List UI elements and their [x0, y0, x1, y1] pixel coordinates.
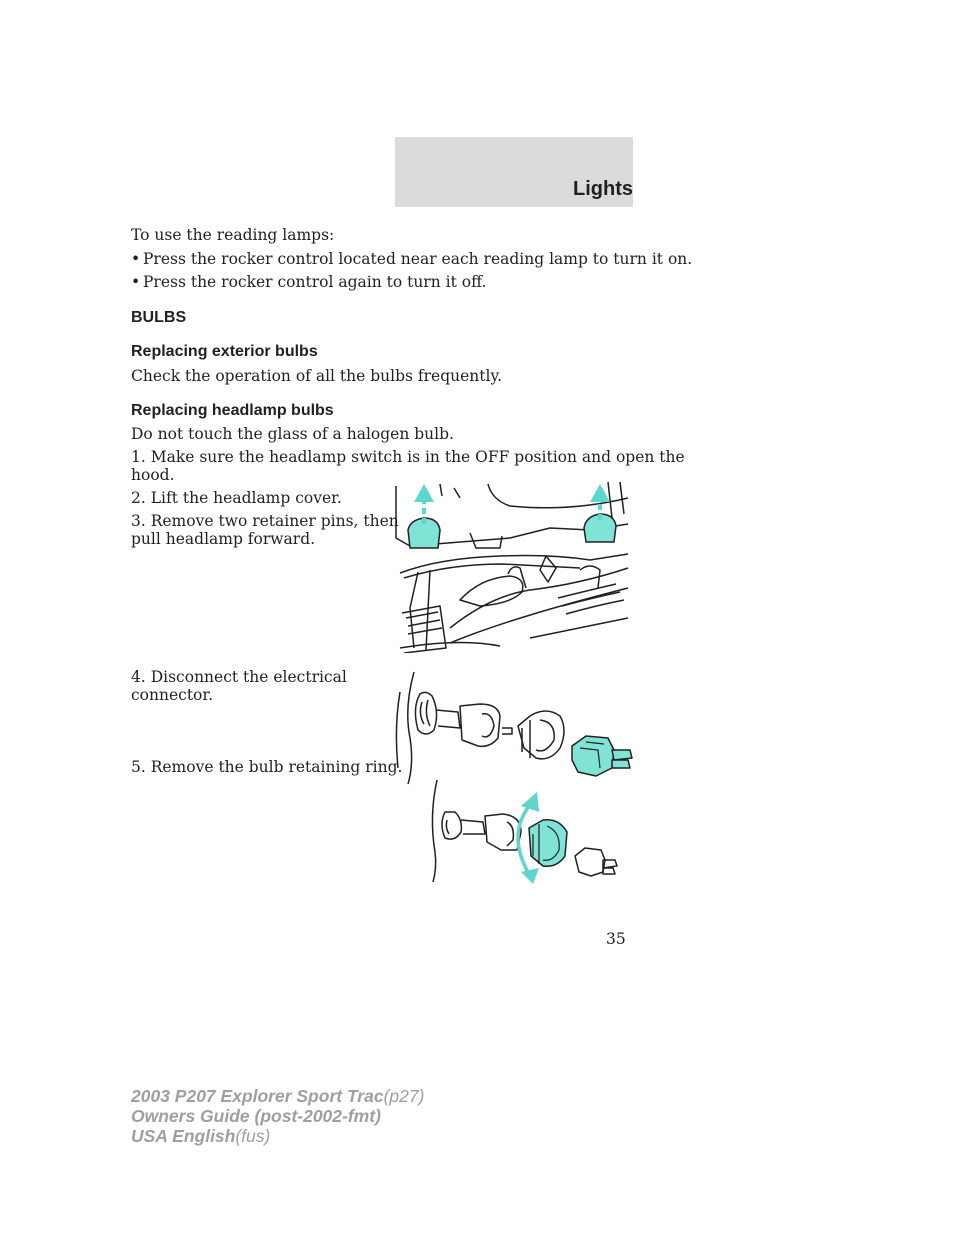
electrical-connector-figure [390, 668, 640, 786]
step-3-line-2: pull headlamp forward. [131, 530, 316, 548]
headlamp-retainer-figure [380, 478, 632, 653]
retaining-ring-figure [425, 776, 625, 884]
heading-exterior-bulbs: Replacing exterior bulbs [131, 343, 318, 360]
heading-headlamp-bulbs: Replacing headlamp bulbs [131, 402, 334, 419]
step-1-line-1: 1. Make sure the headlamp switch is in the OFF position and open the [131, 448, 685, 466]
page-number: 35 [606, 930, 626, 948]
footer-model: 2003 P207 Explorer Sport Trac [131, 1086, 384, 1106]
footer-line-1 [131, 1086, 424, 1106]
footer-model-code: (p27) [383, 1086, 425, 1106]
heading-bulbs: BULBS [131, 309, 187, 326]
footer-language: USA English [131, 1126, 236, 1146]
step-4-line-2: connector. [131, 686, 214, 704]
step-4-line-1: 4. Disconnect the electrical [131, 668, 347, 686]
exterior-text: Check the operation of all the bulbs frequently. [131, 367, 503, 385]
intro-text: To use the reading lamps: [131, 226, 335, 244]
bullet-dot: • [131, 273, 141, 291]
footer-line-2: Owners Guide (post-2002-fmt) [131, 1106, 381, 1126]
bullet-item: Press the rocker control located near each reading lamp to turn it on. [143, 250, 693, 268]
bullet-dot: • [131, 250, 141, 268]
bullet-item: Press the rocker control again to turn it off. [143, 273, 487, 291]
step-3-line-1: 3. Remove two retainer pins, then [131, 512, 399, 530]
footer-line-3 [131, 1126, 424, 1146]
footer [131, 1086, 424, 1146]
step-1-line-2: hood. [131, 466, 175, 484]
headlamp-text: Do not touch the glass of a halogen bulb. [131, 425, 454, 443]
step-5: 5. Remove the bulb retaining ring. [131, 758, 403, 776]
section-title: Lights [573, 178, 633, 200]
footer-language-code: (fus) [235, 1126, 271, 1146]
step-2: 2. Lift the headlamp cover. [131, 489, 342, 507]
